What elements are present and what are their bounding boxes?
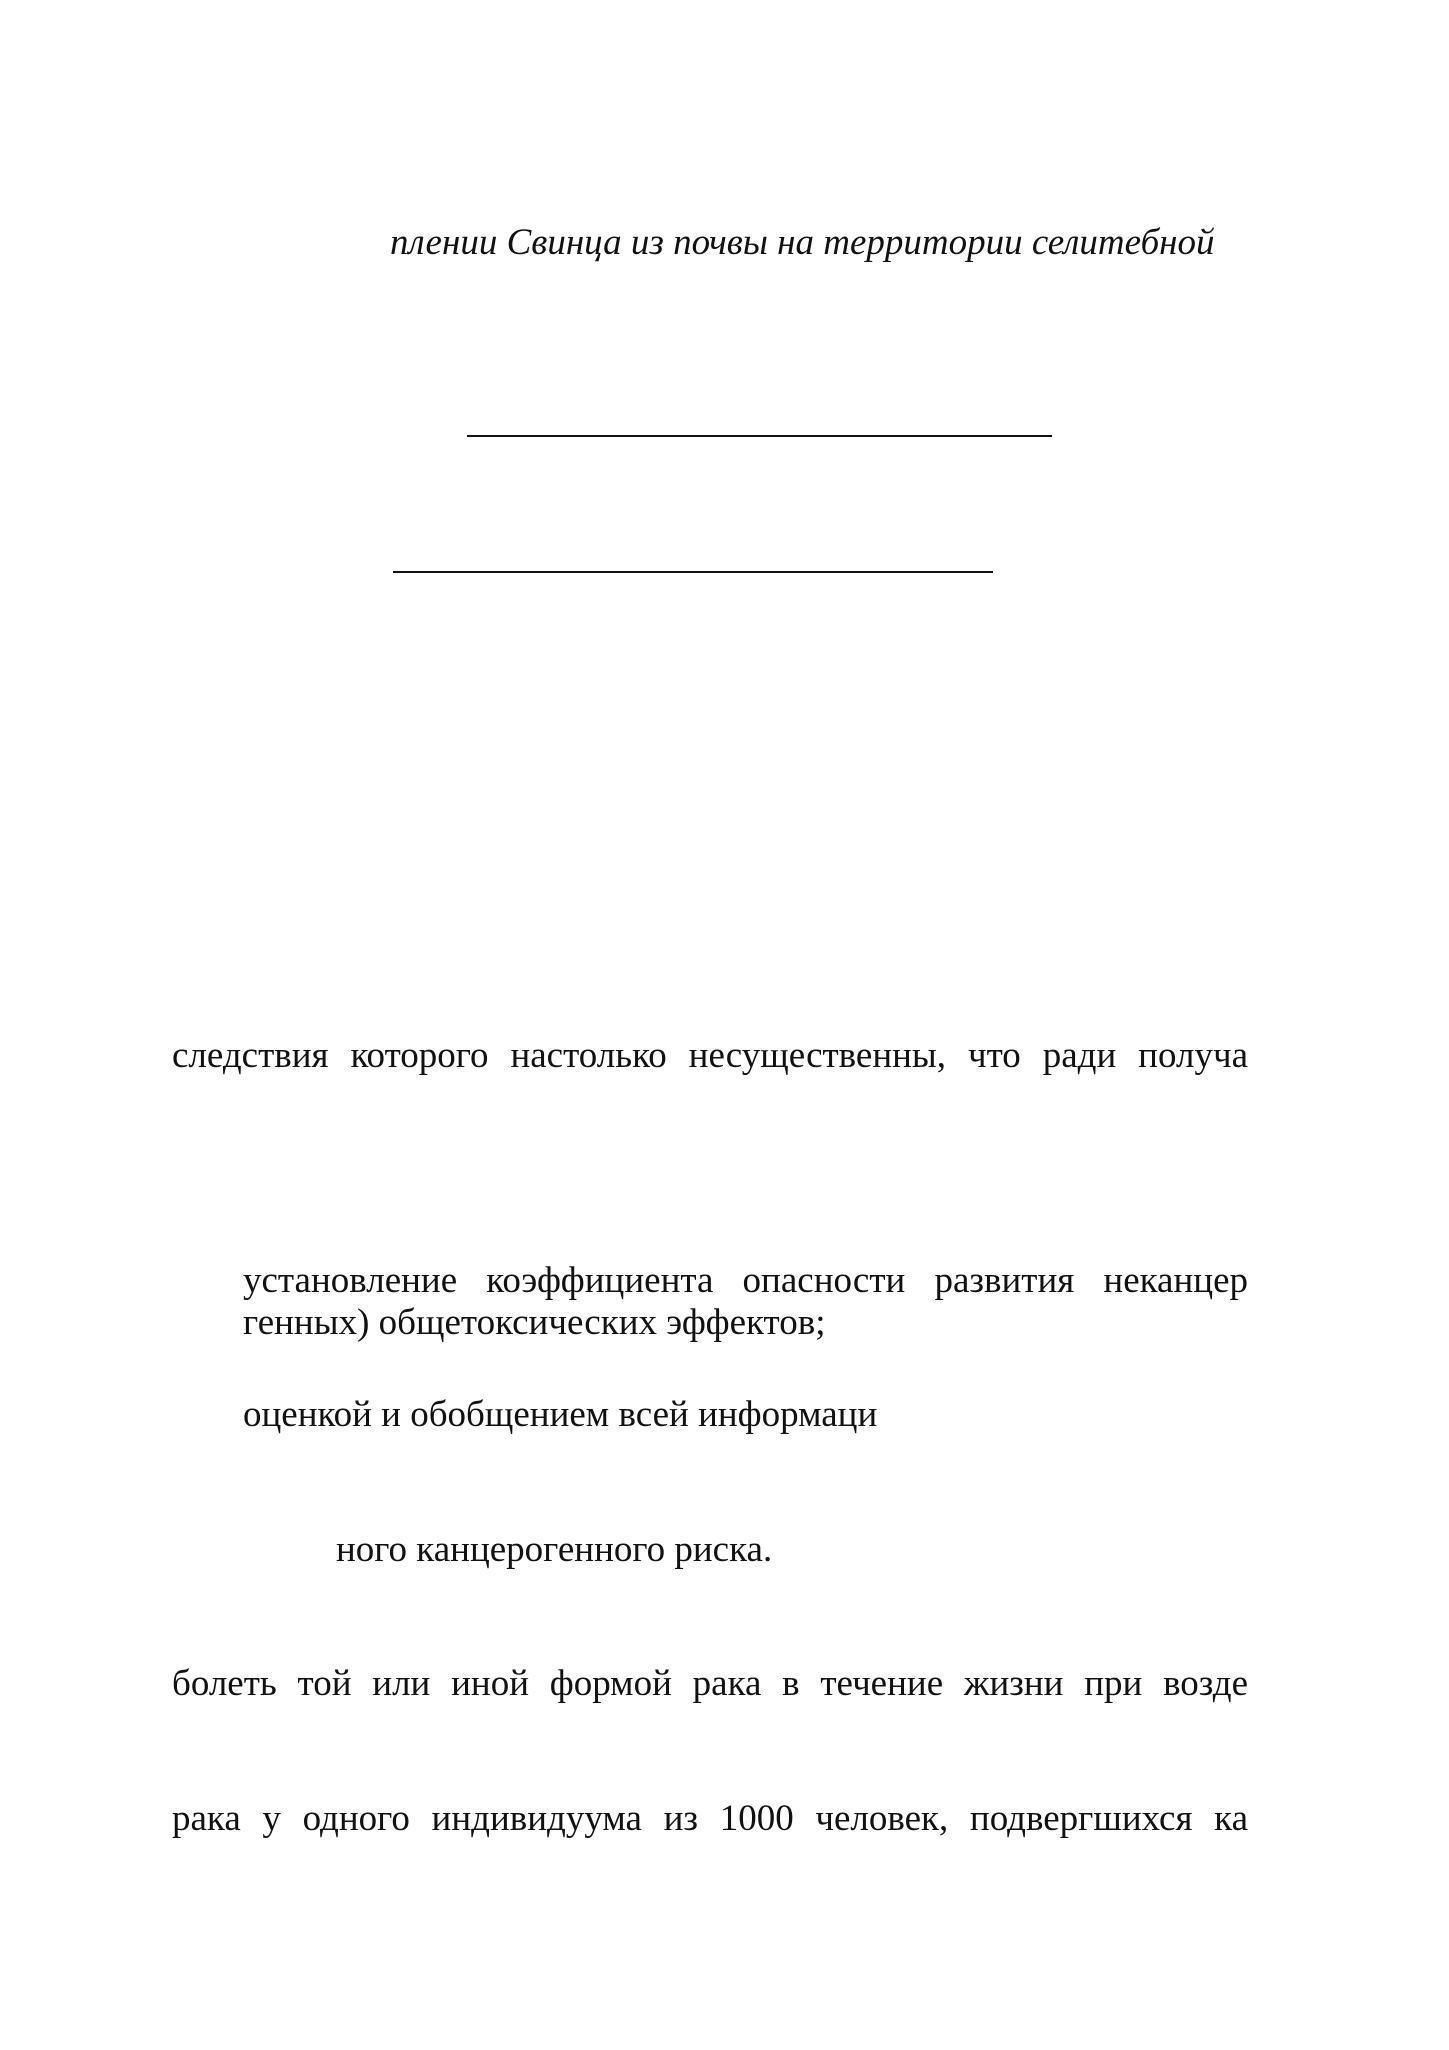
paragraph-3-text: рака у одного индивидуума из 1000 человек, подвергшихся ка <box>172 1798 1248 1839</box>
paragraph-2 <box>172 1662 1248 1706</box>
list-item-3: ного канцерогенного риска. <box>336 1529 773 1570</box>
list-item-1 <box>243 1259 1248 1345</box>
paragraph-3 <box>172 1797 1248 1841</box>
list-item-1-line-2: генных) общетоксических эффектов; <box>243 1302 826 1343</box>
list-item-1-line-1: установление коэффициента опасности развития неканцер <box>243 1260 1248 1301</box>
paragraph-2-text: болеть той или иной формой рака в течение жизни при возде <box>172 1663 1248 1704</box>
blank-line-1 <box>467 435 1052 437</box>
blank-line-2 <box>393 571 993 573</box>
heading-fragment: плении Свинца из почвы на территории селитебной <box>390 222 1215 263</box>
paragraph-1-text: следствия которого настолько несущественны, что ради получа <box>172 1035 1248 1076</box>
list-item-2: оценкой и обобщением всей информаци <box>243 1394 878 1435</box>
paragraph-1 <box>172 1034 1248 1078</box>
